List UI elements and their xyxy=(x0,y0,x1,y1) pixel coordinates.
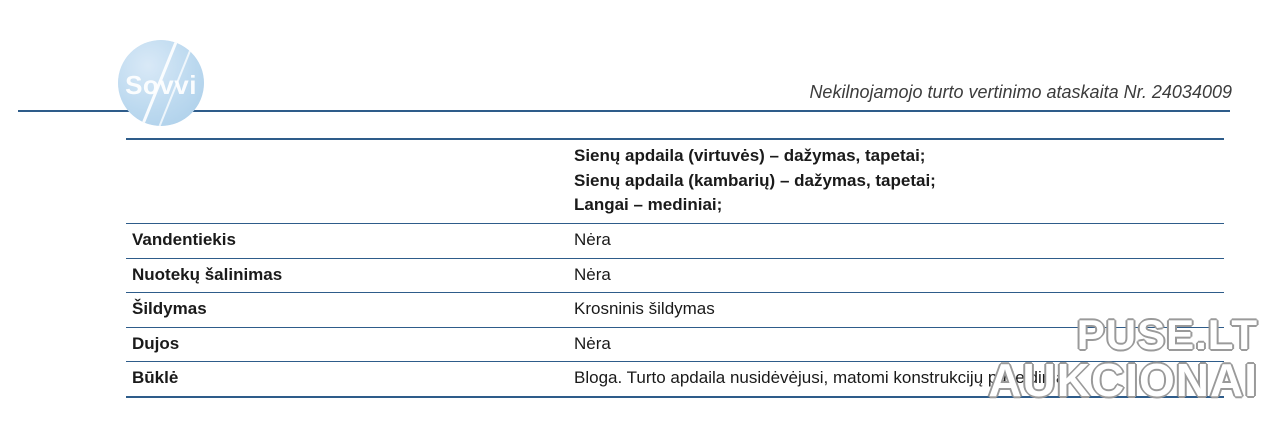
table-row xyxy=(126,139,1224,223)
document-header xyxy=(0,0,1280,128)
row-label: Būklė xyxy=(126,362,568,397)
row-value: Nėra xyxy=(568,327,1224,362)
table-row xyxy=(126,223,1224,258)
specifications-table xyxy=(126,138,1224,398)
row-label xyxy=(126,139,568,223)
row-label: Šildymas xyxy=(126,293,568,328)
row-label: Dujos xyxy=(126,327,568,362)
row-value: Bloga. Turto apdaila nusidėvėjusi, matomi konstrukcijų pažeidimai. xyxy=(568,362,1224,397)
row-value-line: Langai – mediniai; xyxy=(574,195,723,215)
table-row xyxy=(126,362,1224,397)
row-value xyxy=(568,139,1224,223)
row-label: Nuotekų šalinimas xyxy=(126,258,568,293)
specifications-table-wrapper xyxy=(126,138,1204,398)
row-value: Nėra xyxy=(568,223,1224,258)
header-divider xyxy=(18,110,1230,112)
row-value-line: Sienų apdaila (kambarių) – dažymas, tapetai; xyxy=(574,170,936,190)
row-value: Krosninis šildymas xyxy=(568,293,1224,328)
report-title: Nekilnojamojo turto vertinimo ataskaita Nr. 24034009 xyxy=(809,82,1232,102)
row-label: Vandentiekis xyxy=(126,223,568,258)
row-value-line: Sienų apdaila (virtuvės) – dažymas, tapetai; xyxy=(574,146,926,165)
logo-wordmark: Sovvi xyxy=(125,70,197,100)
company-logo xyxy=(118,40,204,126)
table-row xyxy=(126,293,1224,328)
watermark-line-1: PUSE.LT xyxy=(1076,311,1258,359)
table-row xyxy=(126,327,1224,362)
watermark-line-2: AUKCIONAI xyxy=(988,354,1258,407)
row-value: Nėra xyxy=(568,258,1224,293)
table-row xyxy=(126,258,1224,293)
